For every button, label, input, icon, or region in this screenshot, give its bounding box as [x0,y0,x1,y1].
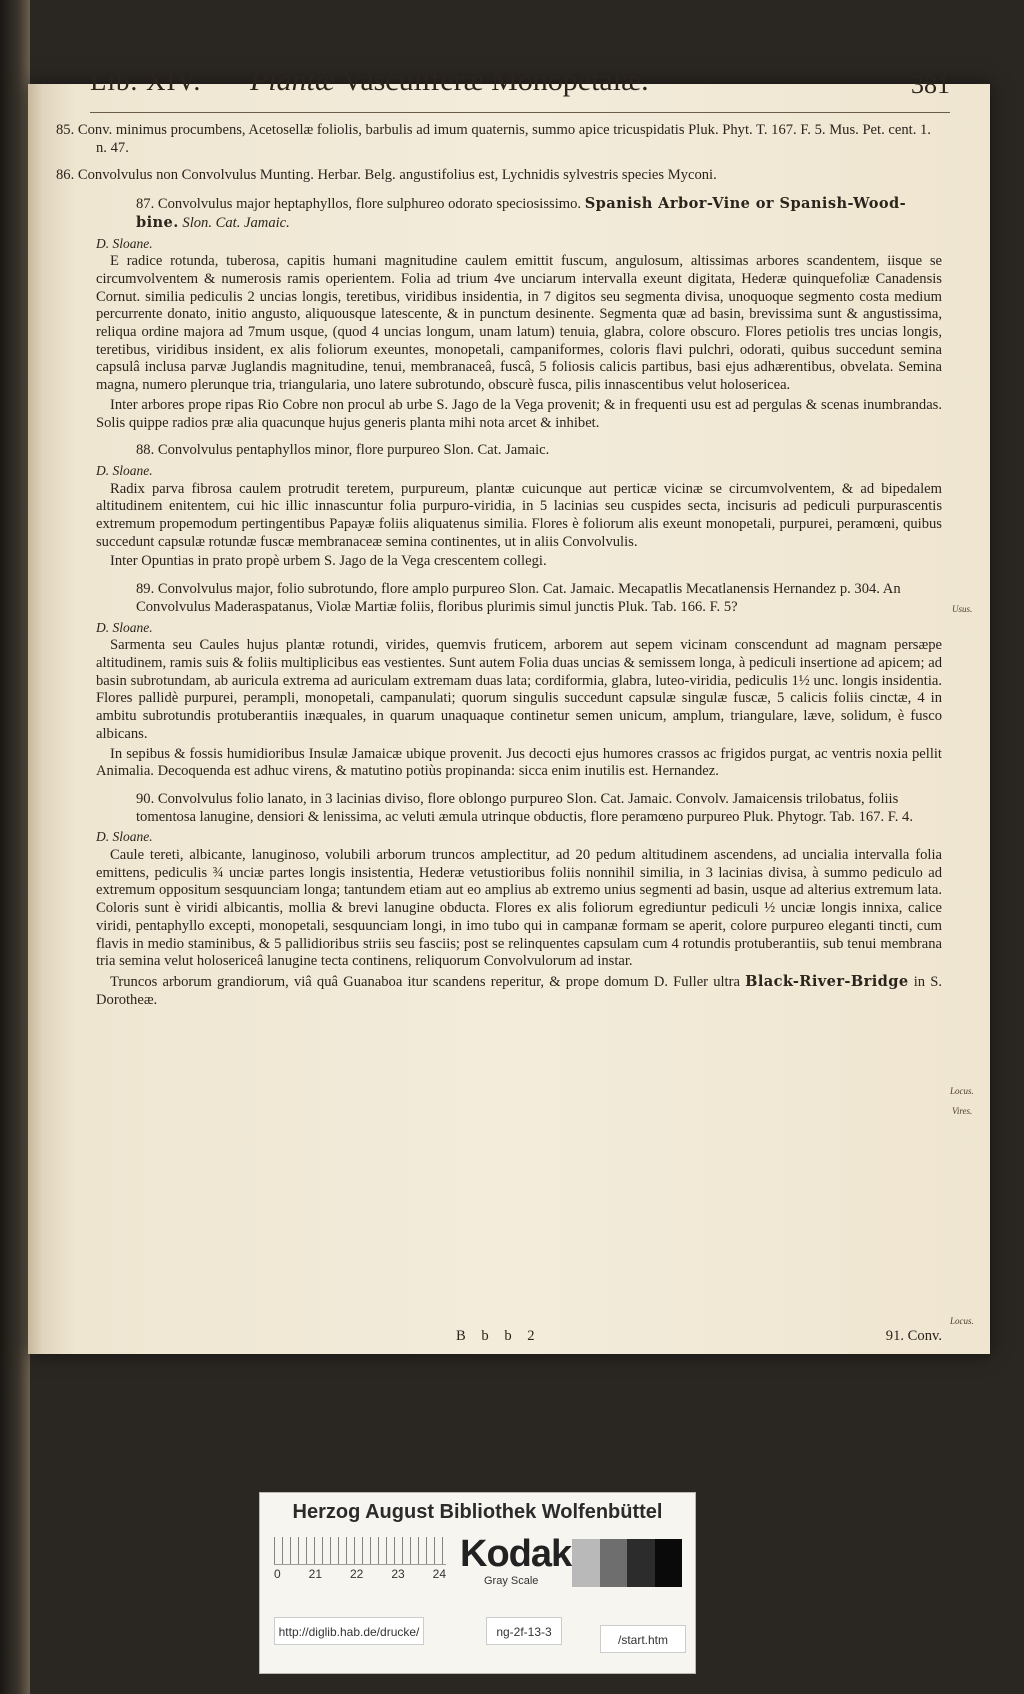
page-gutter [28,84,42,1354]
shelf-code: ng-2f-13-3 [486,1617,562,1645]
gray-swatches [572,1539,682,1587]
entry-body [96,481,942,572]
place-fraktur: Black-River-Bridge [745,972,909,990]
entry-85 [56,122,942,157]
heading-fraktur: Spanish Arbor-Vine or Spanish-Wood-bine. [136,195,907,231]
source-url: http://diglib.hab.de/drucke/ [274,1617,424,1645]
ruler-number: 21 [308,1567,323,1581]
gray-swatch [572,1539,600,1587]
gray-scale-label: Gray Scale [484,1575,539,1587]
gray-swatch [600,1539,628,1587]
paragraph: Inter arbores prope ripas Rio Cobre non procul ab urbe S. Jago de la Vega provenit; & in frequenti usu est ad pergulas & scenas inumbrandas. Solis quippe radios præ alia quacunque hujus generis planta mihi nota arcet & inhibet. [96,396,942,431]
start-link: /start.htm [600,1625,686,1653]
ruler-number: 24 [432,1567,446,1581]
binding-shadow [0,0,30,1694]
entry-heading [96,195,942,232]
entry-heading: 89. Convolvulus major, folio subrotundo, flore amplo purpureo Slon. Cat. Jamaic. Mecapatlis Mecatlanensis Hernandez p. 304. An Convolvulus Maderaspatanus, Violæ Martiæ foliis, floribus plurimis simul junctis Pluk. Tab. 166. F. 5? [136,581,901,615]
library-color-card [259,1492,696,1674]
kodak-logo: Kodak [460,1533,572,1575]
entry-body [96,253,942,432]
entry-89 [96,581,942,781]
entry-author: D. Sloane. [96,235,153,251]
entry-author: D. Sloane. [96,462,153,478]
header-rule [90,112,950,113]
page-number: 381 [911,70,950,99]
gray-swatch [627,1539,655,1587]
entry-author: D. Sloane. [96,619,153,635]
ruler-number: 22 [349,1567,364,1581]
margin-note-locus-2: Locus. [950,1316,974,1326]
entry-heading: 90. Convolvulus folio lanato, in 3 lacinias diviso, flore oblongo purpureo Slon. Cat. Jamaic. Convolv. Jamaicensis trilobatus, foliis tomentosa lanugine, densiori & lenissima, ac veluti æmula utrinque obductis, flore peramœno purpureo Pluk. Phytogr. Tab. 167. F. 4. [136,790,913,825]
entry-body [96,637,942,781]
margin-note-locus: Locus. [950,1086,974,1096]
book-number: Lib. XIV. [90,66,202,96]
text-column [56,122,942,1272]
title-italic: Plantæ [250,64,336,97]
ruler-scale [274,1537,446,1583]
paragraph: Caule tereti, albicante, lanuginoso, volubili arborum truncos amplectitur, ad 20 pedum altitudinem ascendens, ad uncialia intervalla folia emittens, pediculis ¾ unciæ partes longis insistentia, Hederæ vetustioribus foliis nonnihil similia, in 3 lacinias divisa, à summo pediculo ad extremum oppositum sesquunciam longa; tantundem etiam aut eo amplius ab extremo unius segmenti ad basin, usque ad alterius extremum lata. Coloris sunt è viridi albicantis, mollia & brevi lanugine obducta. Flores ex alis foliorum egrediuntur pediculi ½ unciæ longis innixa, calice viridi, pentaphyllo excepti, monopetali, sesquunciam longi, in imo tubo qui in campanæ formam se aperit, colore purpureo eleganti tincti, cum flavis in medio staminibus, & 5 pallidioribus striis seu fasciis; post se relinquentes capsulam cum 4 rotundis protuberantiis, sub tenui membrana tria semina velut holosericeâ lanugine tecta continens, reliquorum Convolvulorum ad instar. [96,847,942,970]
ruler-numbers [274,1567,446,1581]
entry-88 [96,442,942,571]
heading-text: 87. Convolvulus major heptaphyllos, flore sulphureo odorato speciosissimo. [136,196,582,213]
page-footer [96,1328,942,1350]
paragraph [96,973,942,1009]
entry-heading: 85. Conv. minimus procumbens, Acetosellæ foliolis, barbulis ad imum quaternis, summo apice tricuspidatis Pluk. Phyt. T. 167. F. 5. Mus. Pet. cent. 1. n. 47. [56,122,931,156]
heading-tail: Slon. Cat. Jamaic. [182,214,290,231]
library-name: Herzog August Bibliothek Wolfenbüttel [292,1501,663,1523]
paragraph: In sepibus & fossis humidioribus Insulæ Jamaicæ ubique provenit. Jus decocti ejus humores crassos ac frigidos purgat, ac ventris noxia pellit Animalia. Decoquenda est adhuc virens, & matutino potiùs propinanda: sicca enim inutilis est. Hernandez. [96,745,942,780]
gray-swatch [655,1539,683,1587]
entry-90 [96,791,942,1009]
catchword: 91. Conv. [885,1328,942,1344]
entry-heading: 88. Convolvulus pentaphyllos minor, flore purpureo Slon. Cat. Jamaic. [136,442,550,459]
entry-body [96,847,942,1009]
ruler-number: 0 [274,1567,281,1581]
margin-note-usus: Usus. [952,604,973,614]
ruler-ticks [274,1537,446,1565]
paragraph-text: Truncos arborum grandiorum, viâ quâ Guanaboa itur scandens reperitur, & prope domum D. Fuller ultra [110,973,740,990]
ruler-number: 23 [391,1567,405,1581]
paragraph-tail: in S. Dorotheæ. [96,973,942,1008]
entry-86 [56,167,942,185]
paragraph: Sarmenta seu Caules hujus plantæ rotundi, virides, quemvis fruticem, arborem aut sepem vicinam conscendunt ad magnam persæpe altitudinem, ramis suis & foliis multiplicibus eas vestientes. Sunt autem Folia duas uncias & semissem longa, à pediculi insertione ad apicem; ad basin subrotundam, ab auricula extrema ad auriculam extremam duas lata; cordiformia, glabra, luteo-viridia, pediculis 1½ unc. longis insidentia. Flores pallidè purpurei, perampli, monopetali, campanulati; quorum singulis succedunt capsulæ singulæ fuscæ, 5 calicis foliis cinctæ, 4 in ambitu subrotundis protuberantiis inæquales, in quarum unaquaque continetur semen unicum, amplum, triangulare, læve, solidum, è fusco albicans. [96,637,942,742]
entry-author: D. Sloane. [96,829,153,845]
page-title [250,64,649,98]
running-head [90,62,950,108]
margin-note-vires: Vires. [952,1106,973,1116]
paragraph: Radix parva fibrosa caulem protrudit teretem, purpureum, plantæ cuicunque aut perticæ vicinæ se circumvolventem, & ad bipedalem altitudinem enitentem, cui hic illic innascuntur folia purpuro-viridia, in 5 lacinias seu cuspides secta, incisuris ad pediculi purpurascentis extremum propemodum pertingentibus Papayæ foliis aliquatenus similia. Flores è foliorum alis exeunt monopetali, purpurei, peramœni, quibus succedunt capsulæ rotundæ fuscæ membranaceæ semina continentes, ut in aliis Convolvulis. [96,480,942,550]
paragraph: E radice rotunda, tuberosa, capitis humani magnitudine caulem emittit fuscum, angulosum, altissimas arbores scandentem, iisque se circumvolventem & numerosis ramis operientem. Folia ad trium 4ve unciarum intervalla exeunt digitata, Hederæ quinquefoliæ Canadensis Cornut. similia pediculis 2 uncias longis, teretibus, viridibus insidentia, in 7 digitos seu segmenta divisa, unoquoque segmento costa medium percurrente donato, initio angusto, aliquousque latescente, & in punctum desinente. Segmenta quæ ad basin, brevissima sunt & angustissima, reliqua ordine majora ad 7mum usque, (quod 4 uncias longum, unam latum) tenuia, glabra, colore obscuro. Flores petiolis tres uncias longis, teretibus, viridibus insident, ex alis foliorum exeuntes, monopetali, campaniformes, coloris flavi pulchri, odorati, quibus succedunt semina capsulâ inclusa parvæ Juglandis magnitudine, tenui, membranaceâ, fuscâ, 5 foliosis calicis partibus, basi ejus adhærentibus, obvelata. Semina magna, numero plerunque tria, triangularia, uno latere subrotundo, obscurè fusca, pilis innascentibus velut holosericea. [96,253,942,394]
paragraph: Inter Opuntias in prato propè urbem S. Jago de la Vega crescentem collegi. [110,553,547,570]
entry-heading: 86. Convolvulus non Convolvulus Munting. Herbar. Belg. angustifolius est, Lychnidis sylvestris species Myconi. [56,167,717,184]
title-rest: Vasculiferæ Monopetalæ. [335,64,649,97]
entry-87 [96,195,942,432]
signature-mark: B b b 2 [456,1328,541,1344]
